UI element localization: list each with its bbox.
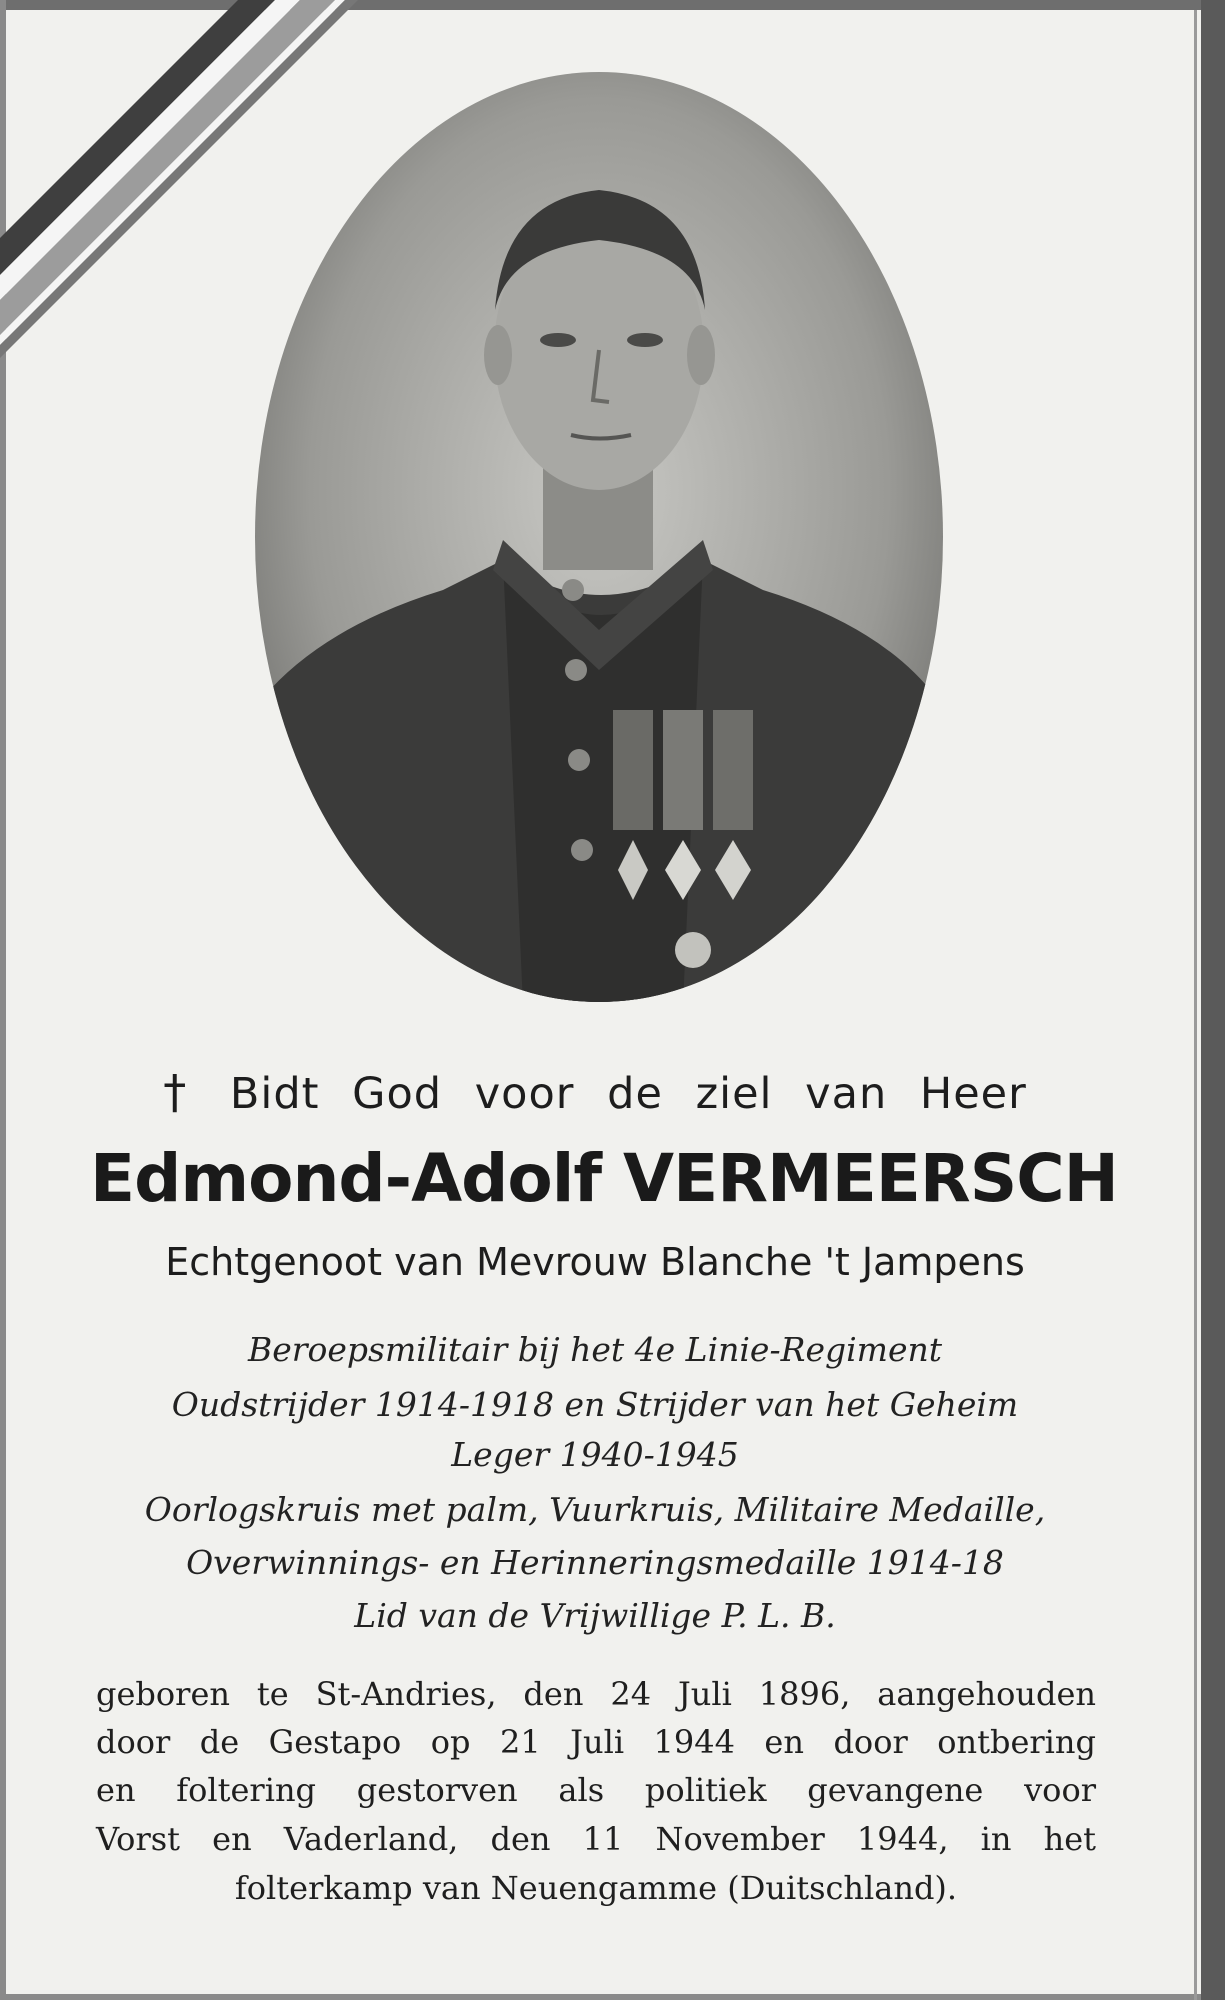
honour-line: Oorlogskruis met palm, Vuurkruis, Militaire Medaille, xyxy=(144,1490,1046,1529)
biography-line: Vorst en Vaderland, den 11 November 1944, in het xyxy=(96,1820,1096,1858)
honour-line: Beroepsmilitair bij het 4e Linie-Regiment xyxy=(247,1330,942,1369)
honour-line: Overwinnings- en Herinneringsmedaille 1914-18 xyxy=(186,1543,1004,1582)
spouse-line: Echtgenoot van Mevrouw Blanche 't Jampens xyxy=(165,1240,1025,1284)
biography-line: door de Gestapo op 21 Juli 1944 en door ontbering xyxy=(96,1723,1096,1761)
invocation-text: Bidt God voor de ziel van Heer xyxy=(229,1069,1027,1119)
biography-line: geboren te St-Andries, den 24 Juli 1896, aangehouden xyxy=(96,1675,1096,1713)
oval-portrait xyxy=(253,70,945,1005)
honour-line: Leger 1940-1945 xyxy=(451,1435,739,1474)
biography-line: folterkamp van Neuengamme (Duitschland). xyxy=(234,1869,958,1907)
card-border-bottom xyxy=(0,1994,1225,2000)
deceased-name: Edmond-Adolf VERMEERSCH xyxy=(90,1140,1118,1217)
card-border-right-inner xyxy=(1194,10,1197,2000)
cross-icon: † xyxy=(163,1065,188,1119)
biography-line: en foltering gestorven als politiek gevangene voor xyxy=(96,1771,1096,1809)
honour-line: Lid van de Vrijwillige P. L. B. xyxy=(354,1596,836,1635)
card-border-right xyxy=(1201,0,1225,2000)
honour-line: Oudstrijder 1914-1918 en Strijder van het Geheim xyxy=(171,1385,1019,1424)
invocation-line xyxy=(90,1065,1100,1119)
